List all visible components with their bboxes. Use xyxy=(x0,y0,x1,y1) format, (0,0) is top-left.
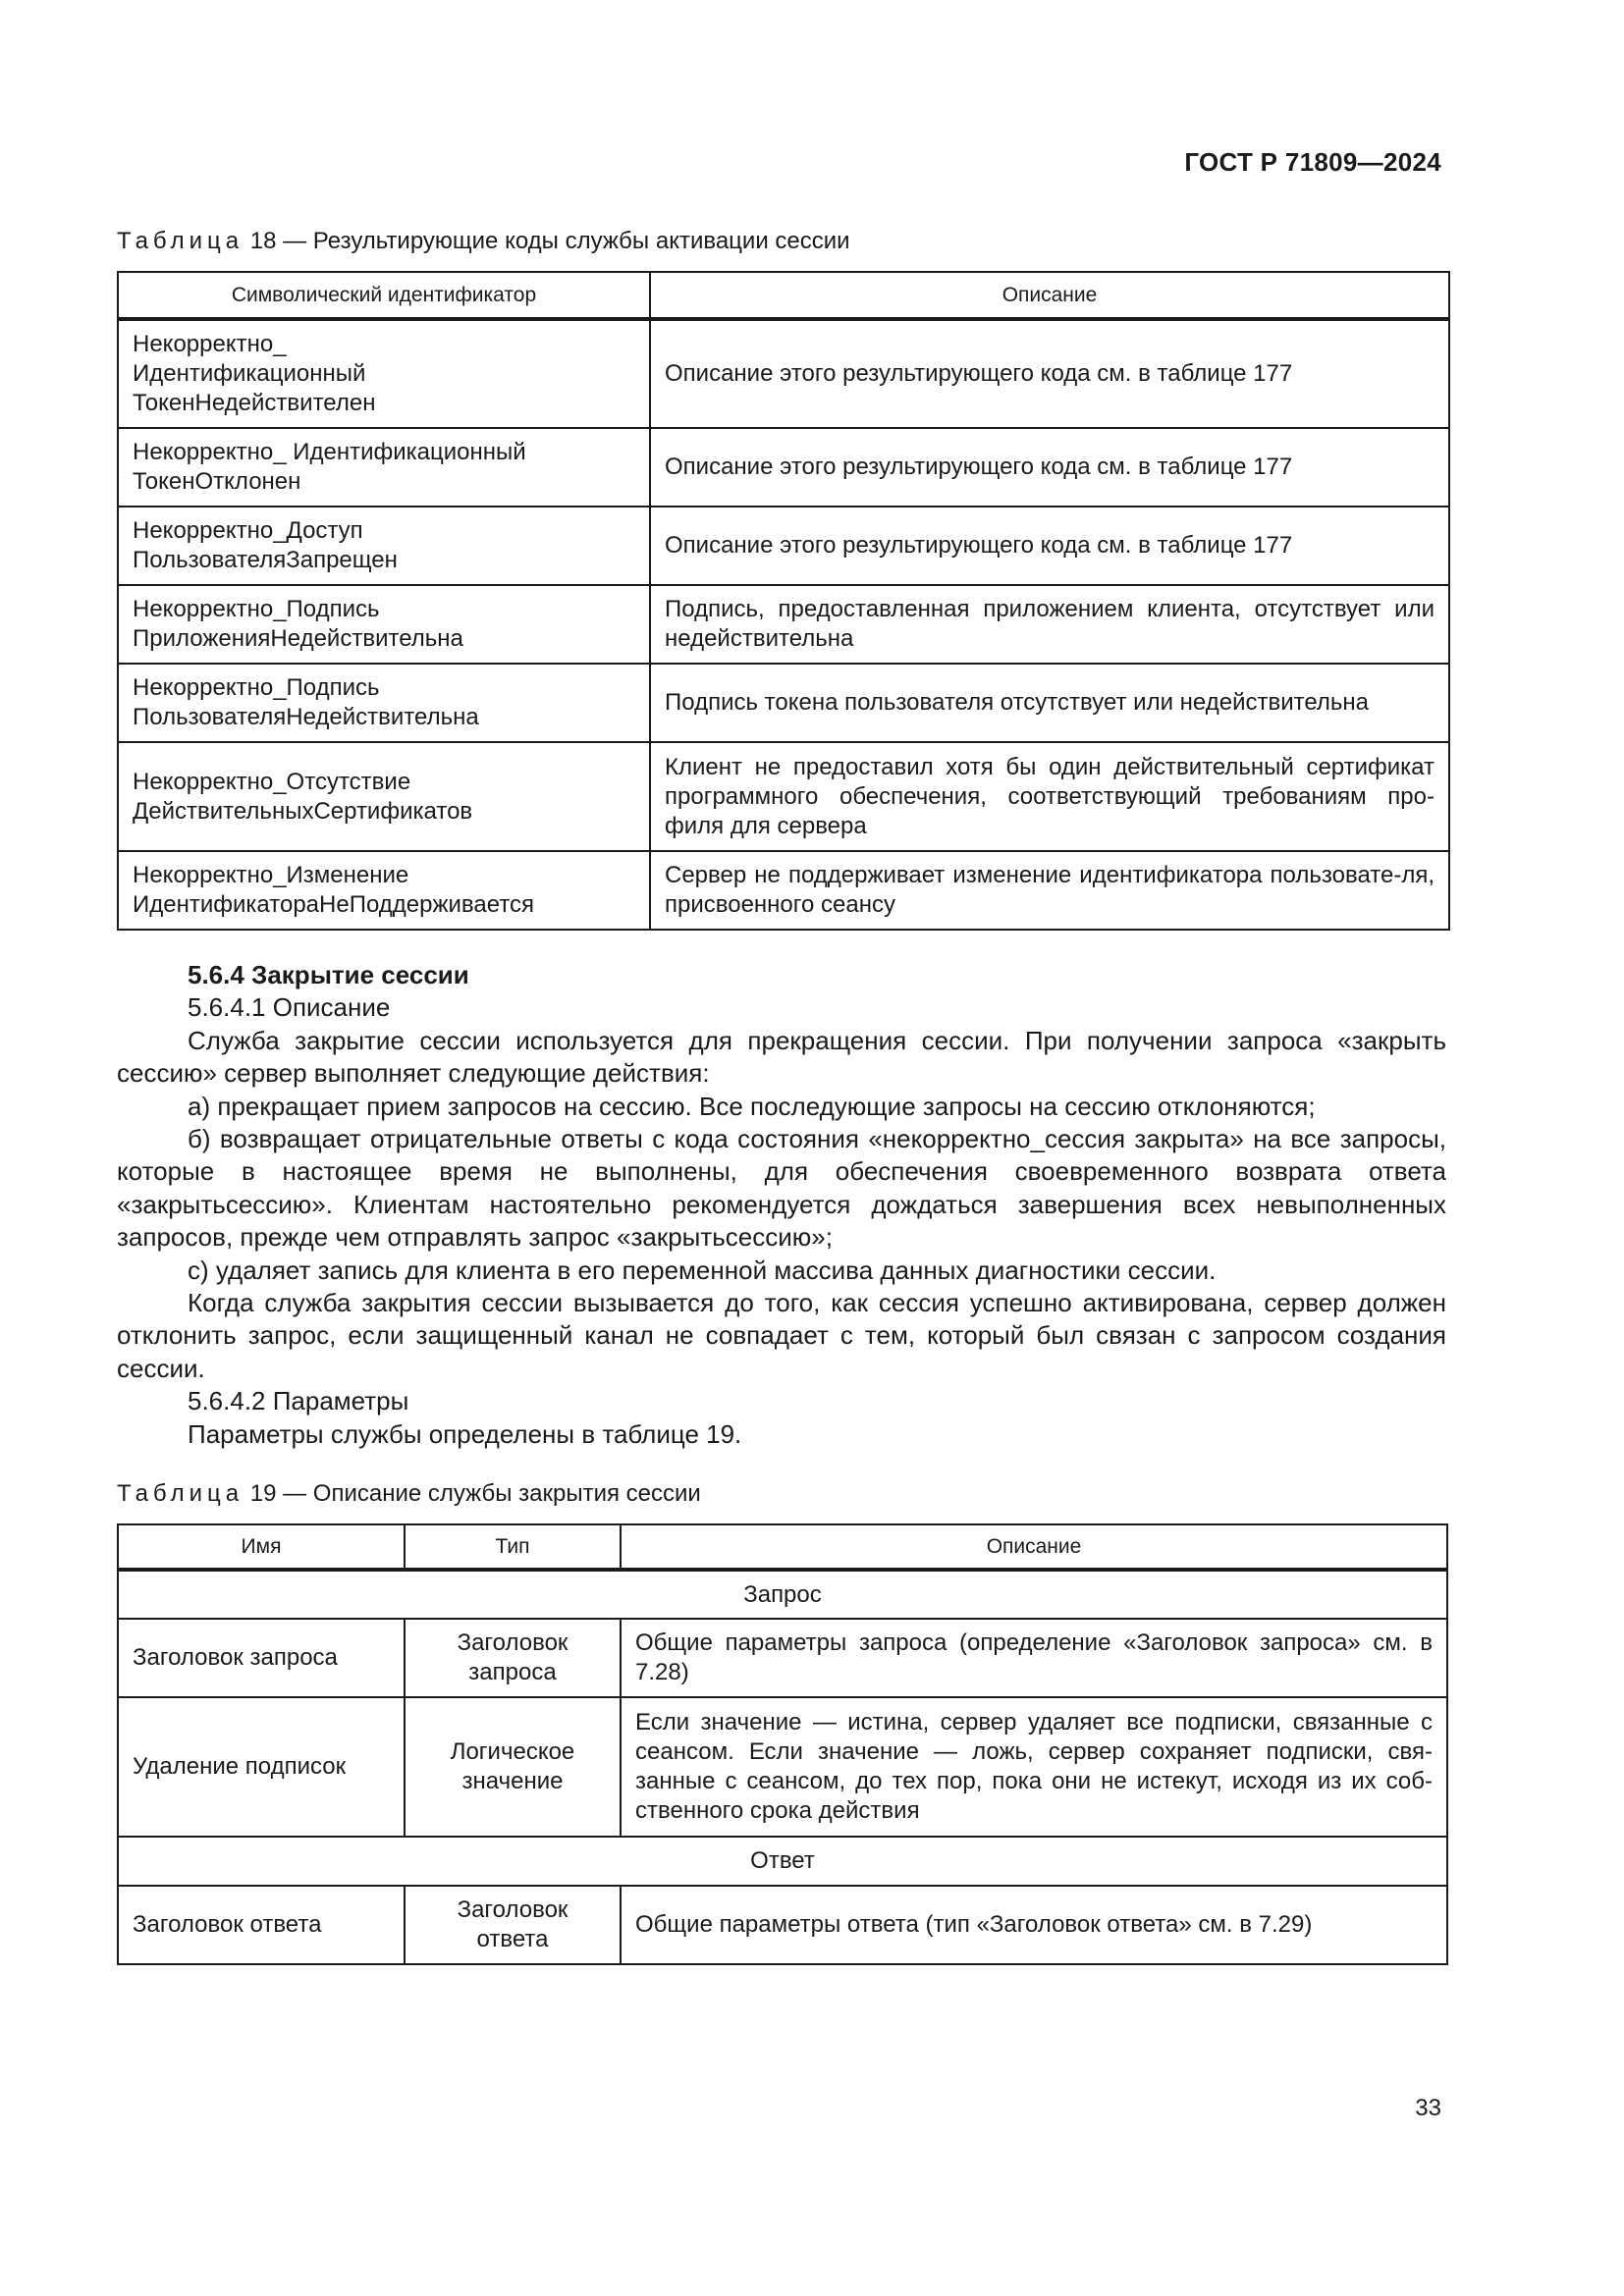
identifier-cell: Некорректно_Отсутствие ДействительныхСертификатов xyxy=(118,742,650,851)
table-18-caption-label: Таблица xyxy=(117,228,244,254)
identifier-cell: Некорректно_Подпись ПользователяНедействительна xyxy=(118,664,650,742)
description-cell: Общие параметры запроса (определение «Заголовок запроса» см. в 7.28) xyxy=(621,1619,1447,1697)
column-header-identifier: Символический идентификатор xyxy=(118,272,650,319)
table-row xyxy=(118,319,1449,428)
section-heading: 5.6.4 Закрытие сессии xyxy=(188,960,469,989)
type-cell: Логическое значение xyxy=(405,1697,621,1837)
column-header-name: Имя xyxy=(118,1524,405,1570)
description-cell: Описание этого результирующего кода см. в таблице 177 xyxy=(650,319,1449,428)
table-row xyxy=(118,1697,1447,1837)
table-19 xyxy=(117,1523,1448,1965)
subsection-title-parameters: 5.6.4.2 Параметры xyxy=(188,1386,409,1416)
type-cell: Заголовок запроса xyxy=(405,1619,621,1697)
document-code: ГОСТ Р 71809—2024 xyxy=(1184,147,1441,177)
column-header-description: Описание xyxy=(621,1524,1447,1570)
name-cell: Заголовок запроса xyxy=(118,1619,405,1697)
table-18-caption xyxy=(117,228,850,255)
table-row xyxy=(118,507,1449,585)
type-cell: Заголовок ответа xyxy=(405,1886,621,1964)
description-cell: Описание этого результирующего кода см. в таблице 177 xyxy=(650,507,1449,585)
list-item-b: б) возвращает отрицательные ответы с кода состояния «некорректно_сессия закрыта» на все запросы, которые в настоящее время не выполнены, для обеспечения своевременного возврата ответа «закрытьсессию». Клиентам настоятельно рекомендуется дождаться завершения всех невыполненных запросов, прежде чем отправлять запрос «закрытьсессию»; xyxy=(117,1124,1446,1253)
column-header-type: Тип xyxy=(405,1524,621,1570)
table-19-caption xyxy=(117,1480,701,1508)
description-cell: Подпись, предоставленная приложением клиента, отсутствует или недействительна xyxy=(650,585,1449,664)
table-19-caption-title: 19 — Описание службы закрытия сессии xyxy=(244,1480,701,1507)
identifier-cell: Некорректно_Подпись ПриложенияНедействительна xyxy=(118,585,650,664)
group-label-response: Ответ xyxy=(118,1837,1447,1886)
identifier-cell: Некорректно_Изменение ИдентификатораНеПоддерживается xyxy=(118,851,650,930)
description-cell: Подпись токена пользователя отсутствует или недействительна xyxy=(650,664,1449,742)
table-row xyxy=(118,428,1449,507)
section-5-6-4 xyxy=(117,959,1446,1451)
description-cell: Описание этого результирующего кода см. в таблице 177 xyxy=(650,428,1449,507)
name-cell: Удаление подписок xyxy=(118,1697,405,1837)
table-row xyxy=(118,1886,1447,1964)
table-19-caption-label: Таблица xyxy=(117,1480,244,1507)
table-18 xyxy=(117,271,1450,931)
group-row-response xyxy=(118,1837,1447,1886)
paragraph: Служба закрытие сессии используется для прекращения сессии. При получении запроса «закрыть сессию» сервер выполняет следующие действия: xyxy=(117,1025,1446,1089)
table-header-row xyxy=(118,272,1449,319)
paragraph: Когда служба закрытия сессии вызывается до того, как сессия успешно активирована, сервер должен отклонить запрос, если защищенный канал не совпадает с тем, который был связан с запросом создания сессии. xyxy=(117,1288,1446,1383)
subsection-title-description: 5.6.4.1 Описание xyxy=(188,992,391,1023)
description-cell: Если значение — истина, сервер удаляет все подписки, связанные с сеансом. Если значение — ложь, сервер сохраняет подписки, свя-занные с сеансом, до тех пор, пока они не истекут, исходя из их соб-ственного срока действия xyxy=(621,1697,1447,1837)
column-header-description: Описание xyxy=(650,272,1449,319)
description-cell: Общие параметры ответа (тип «Заголовок ответа» см. в 7.29) xyxy=(621,1886,1447,1964)
table-row xyxy=(118,742,1449,851)
description-cell: Сервер не поддерживает изменение идентификатора пользовате-ля, присвоенного сеансу xyxy=(650,851,1449,930)
table-18-caption-title: 18 — Результирующие коды службы активации сессии xyxy=(244,228,850,254)
group-row-request xyxy=(118,1570,1447,1619)
table-header-row xyxy=(118,1524,1447,1570)
description-cell: Клиент не предоставил хотя бы один действительный сертификат программного обеспечения, соответствующий требованиям про-филя для сервера xyxy=(650,742,1449,851)
table-row xyxy=(118,1619,1447,1697)
list-item-a: а) прекращает прием запросов на сессию. Все последующие запросы на сессию отклоняются; xyxy=(188,1091,1316,1121)
table-row xyxy=(118,664,1449,742)
paragraph: Параметры службы определены в таблице 19. xyxy=(188,1418,742,1449)
list-item-c: с) удаляет запись для клиента в его переменной массива данных диагностики сессии. xyxy=(188,1255,1217,1285)
page-number: 33 xyxy=(1415,2095,1441,2121)
table-row xyxy=(118,851,1449,930)
identifier-cell: Некорректно_Доступ ПользователяЗапрещен xyxy=(118,507,650,585)
identifier-cell: Некорректно_ Идентификационный ТокенНедействителен xyxy=(118,319,650,428)
name-cell: Заголовок ответа xyxy=(118,1886,405,1964)
identifier-cell: Некорректно_ Идентификационный ТокенОтклонен xyxy=(118,428,650,507)
group-label-request: Запрос xyxy=(118,1570,1447,1619)
table-row xyxy=(118,585,1449,664)
